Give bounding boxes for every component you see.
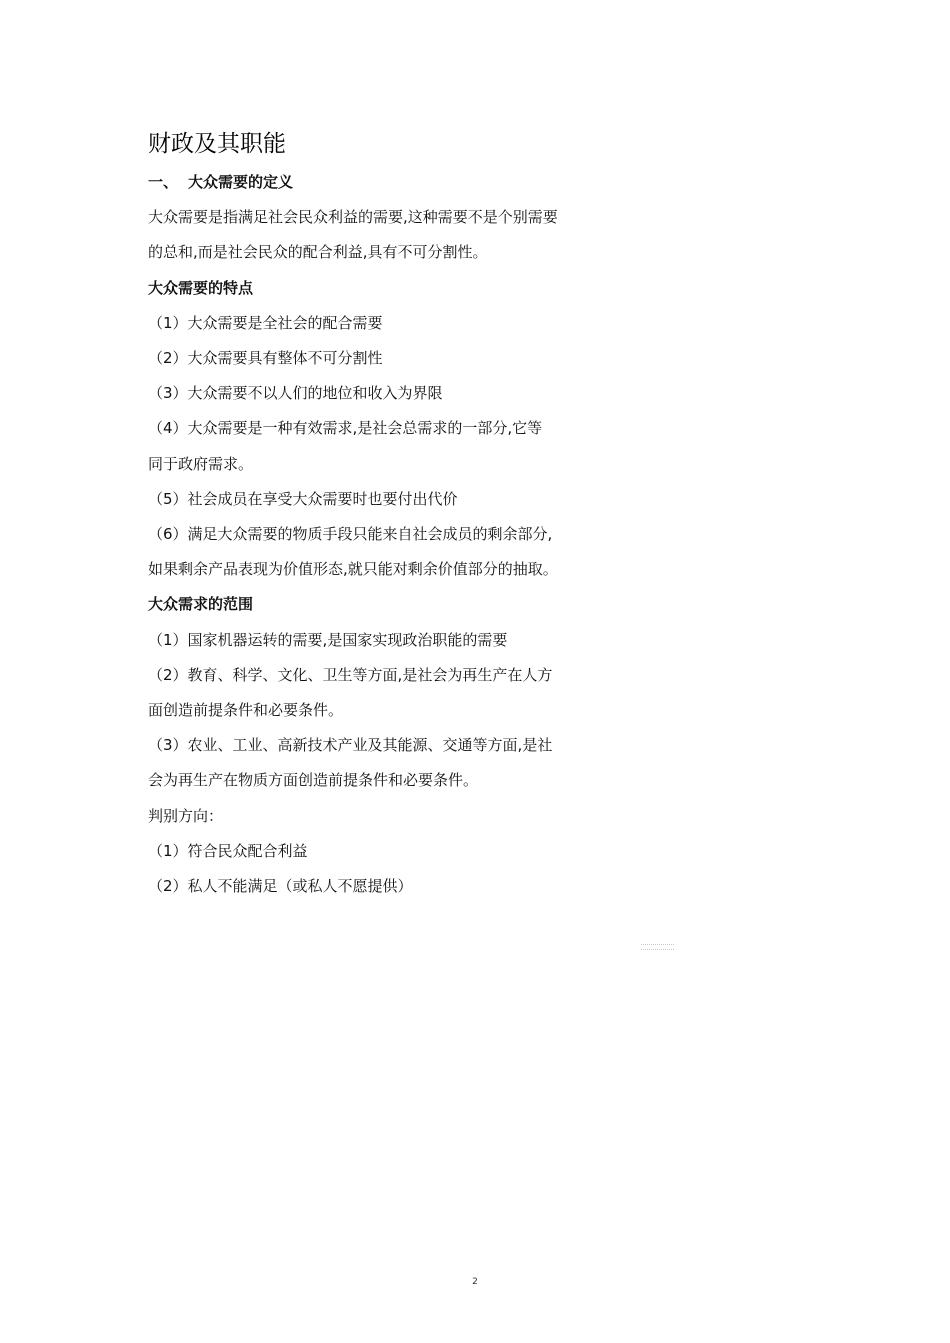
feature-line: （4）大众需要是一种有效需求,是社会总需求的一部分,它等 [148, 419, 543, 438]
section-heading-text: 大众需要的定义 [188, 173, 294, 191]
scope-line: 会为再生产在物质方面创造前提条件和必要条件。 [148, 771, 479, 790]
feature-line: （3）大众需要不以人们的地位和收入为界限 [148, 384, 443, 403]
criteria-line: （2）私人不能满足（或私人不愿提供） [148, 877, 413, 896]
definition-line: 的总和,而是社会民众的配合利益,具有不可分割性。 [148, 243, 488, 262]
section-heading-public-needs-definition [148, 165, 618, 200]
feature-line: （5）社会成员在享受大众需要时也要付出代价 [148, 489, 458, 508]
document-body [148, 126, 618, 904]
feature-line: 如果剩余产品表现为价值形态,就只能对剩余价值部分的抽取。 [148, 560, 558, 579]
scope-heading: 大众需求的范围 [148, 595, 254, 614]
scope-line: （2）教育、科学、文化、卫生等方面,是社会为再生产在人方 [148, 665, 553, 684]
document-title: 财政及其职能 [148, 131, 286, 157]
faint-dotted-mark [641, 944, 674, 950]
criteria-line: （1）符合民众配合利益 [148, 841, 308, 860]
feature-line: 同于政府需求。 [148, 454, 254, 473]
scope-line: （3）农业、工业、高新技术产业及其能源、交通等方面,是社 [148, 736, 553, 755]
section-number: 一、 [148, 173, 179, 191]
feature-line: （2）大众需要具有整体不可分割性 [148, 349, 383, 368]
page-number: 2 [472, 1277, 478, 1287]
feature-line: （6）满足大众需要的物质手段只能来自社会成员的剩余部分, [148, 525, 553, 544]
scope-line: 面创造前提条件和必要条件。 [148, 701, 344, 720]
definition-line: 大众需要是指满足社会民众利益的需要,这种需要不是个别需要 [148, 208, 558, 227]
features-heading: 大众需要的特点 [148, 278, 254, 297]
criteria-heading: 判别方向： [148, 806, 224, 825]
feature-line: （1）大众需要是全社会的配合需要 [148, 313, 383, 332]
scope-line: （1）国家机器运转的需要,是国家实现政治职能的需要 [148, 630, 508, 649]
